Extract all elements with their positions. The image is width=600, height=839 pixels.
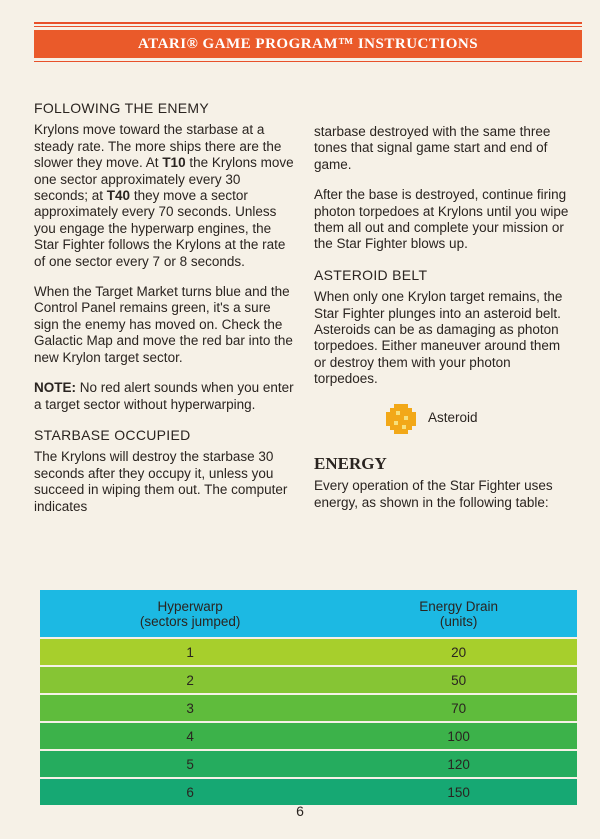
text-run: they move a sector approximately every 70 seconds. Unless you engage the hyperwarp engines, the Star Fighter follows the Krylons at the rate of one sector every 7 or 8 seconds. [34, 188, 286, 269]
cell-sectors: 3 [40, 695, 340, 721]
starbase-destroyed-paragraph: starbase destroyed with the same three tones that signal game start and end of game. [314, 124, 551, 172]
table-row [40, 667, 577, 693]
header-hyperwarp [40, 590, 340, 637]
right-column [314, 124, 572, 525]
table-row [40, 639, 577, 665]
note-label: NOTE: [34, 380, 76, 396]
cell-drain: 20 [340, 639, 577, 665]
cell-drain: 120 [340, 751, 577, 777]
section-heading-energy: ENERGY [314, 453, 387, 473]
table-header-row [40, 590, 577, 637]
bold-t40: T40 [106, 188, 131, 204]
after-base-destroyed-paragraph: After the base is destroyed, continue firing photon torpedoes at Krylons until you wipe them all out and complete your mission or the Star Fighter blows up. [314, 187, 569, 252]
cell-sectors: 6 [40, 779, 340, 805]
table-row [40, 695, 577, 721]
note-text: No red alert sounds when you enter a target sector without hyperwarping. [34, 380, 294, 412]
table-row [40, 779, 577, 805]
page-number: 6 [296, 803, 304, 819]
asteroid-figure [384, 402, 572, 436]
cell-drain: 50 [340, 667, 577, 693]
page-header: ATARI® GAME PROGRAM™ INSTRUCTIONS [34, 30, 582, 58]
following-enemy-paragraph [34, 122, 296, 270]
header-line: Energy Drain [419, 598, 499, 614]
header-top-rule [34, 22, 582, 24]
header-line: (sectors jumped) [139, 613, 241, 629]
header-line: Hyperwarp [157, 598, 223, 614]
header-line: (units) [439, 613, 478, 629]
energy-paragraph: Every operation of the Star Fighter uses energy, as shown in the following table: [314, 478, 553, 510]
section-heading-following-enemy: FOLLOWING THE ENEMY [34, 100, 210, 116]
asteroid-icon [384, 402, 418, 436]
energy-table [40, 588, 577, 807]
asteroid-belt-paragraph: When only one Krylon target remains, the Star Fighter plunges into an asteroid belt. Asteroids can be as damaging as photon torpedoes. Either maneuver around them or destroy them with your photon torpedoes. [314, 289, 563, 387]
header-bottom-rule [34, 61, 582, 62]
header-top-rule-2 [34, 26, 582, 27]
section-heading-starbase-occupied: STARBASE OCCUPIED [34, 426, 191, 443]
cell-sectors: 5 [40, 751, 340, 777]
cell-drain: 100 [340, 723, 577, 749]
cell-sectors: 2 [40, 667, 340, 693]
left-column [34, 100, 296, 529]
asteroid-caption: Asteroid [428, 410, 478, 426]
bold-t10: T10 [162, 155, 186, 171]
target-market-paragraph: When the Target Market turns blue and the Control Panel remains green, it's a sure sign the enemy has moved on. Check the Galactic Map and move the red bar into the new Krylon target sector. [34, 284, 293, 365]
note-paragraph [34, 380, 296, 413]
header-energy-drain [340, 590, 577, 637]
cell-drain: 150 [340, 779, 577, 805]
text-run: the Krylons move one sector approximately every 30 seconds; at [34, 155, 294, 204]
section-heading-asteroid-belt: ASTEROID BELT [314, 266, 428, 283]
cell-sectors: 4 [40, 723, 340, 749]
text-run: Krylons move toward the starbase at a steady rate. The more ships there are the slower they move. At [34, 122, 282, 171]
table-row [40, 723, 577, 749]
cell-sectors: 1 [40, 639, 340, 665]
cell-drain: 70 [340, 695, 577, 721]
table-row [40, 751, 577, 777]
starbase-occupied-paragraph: The Krylons will destroy the starbase 30 seconds after they occupy it, unless you succeed in wiping them out. The computer indicates [34, 449, 288, 514]
